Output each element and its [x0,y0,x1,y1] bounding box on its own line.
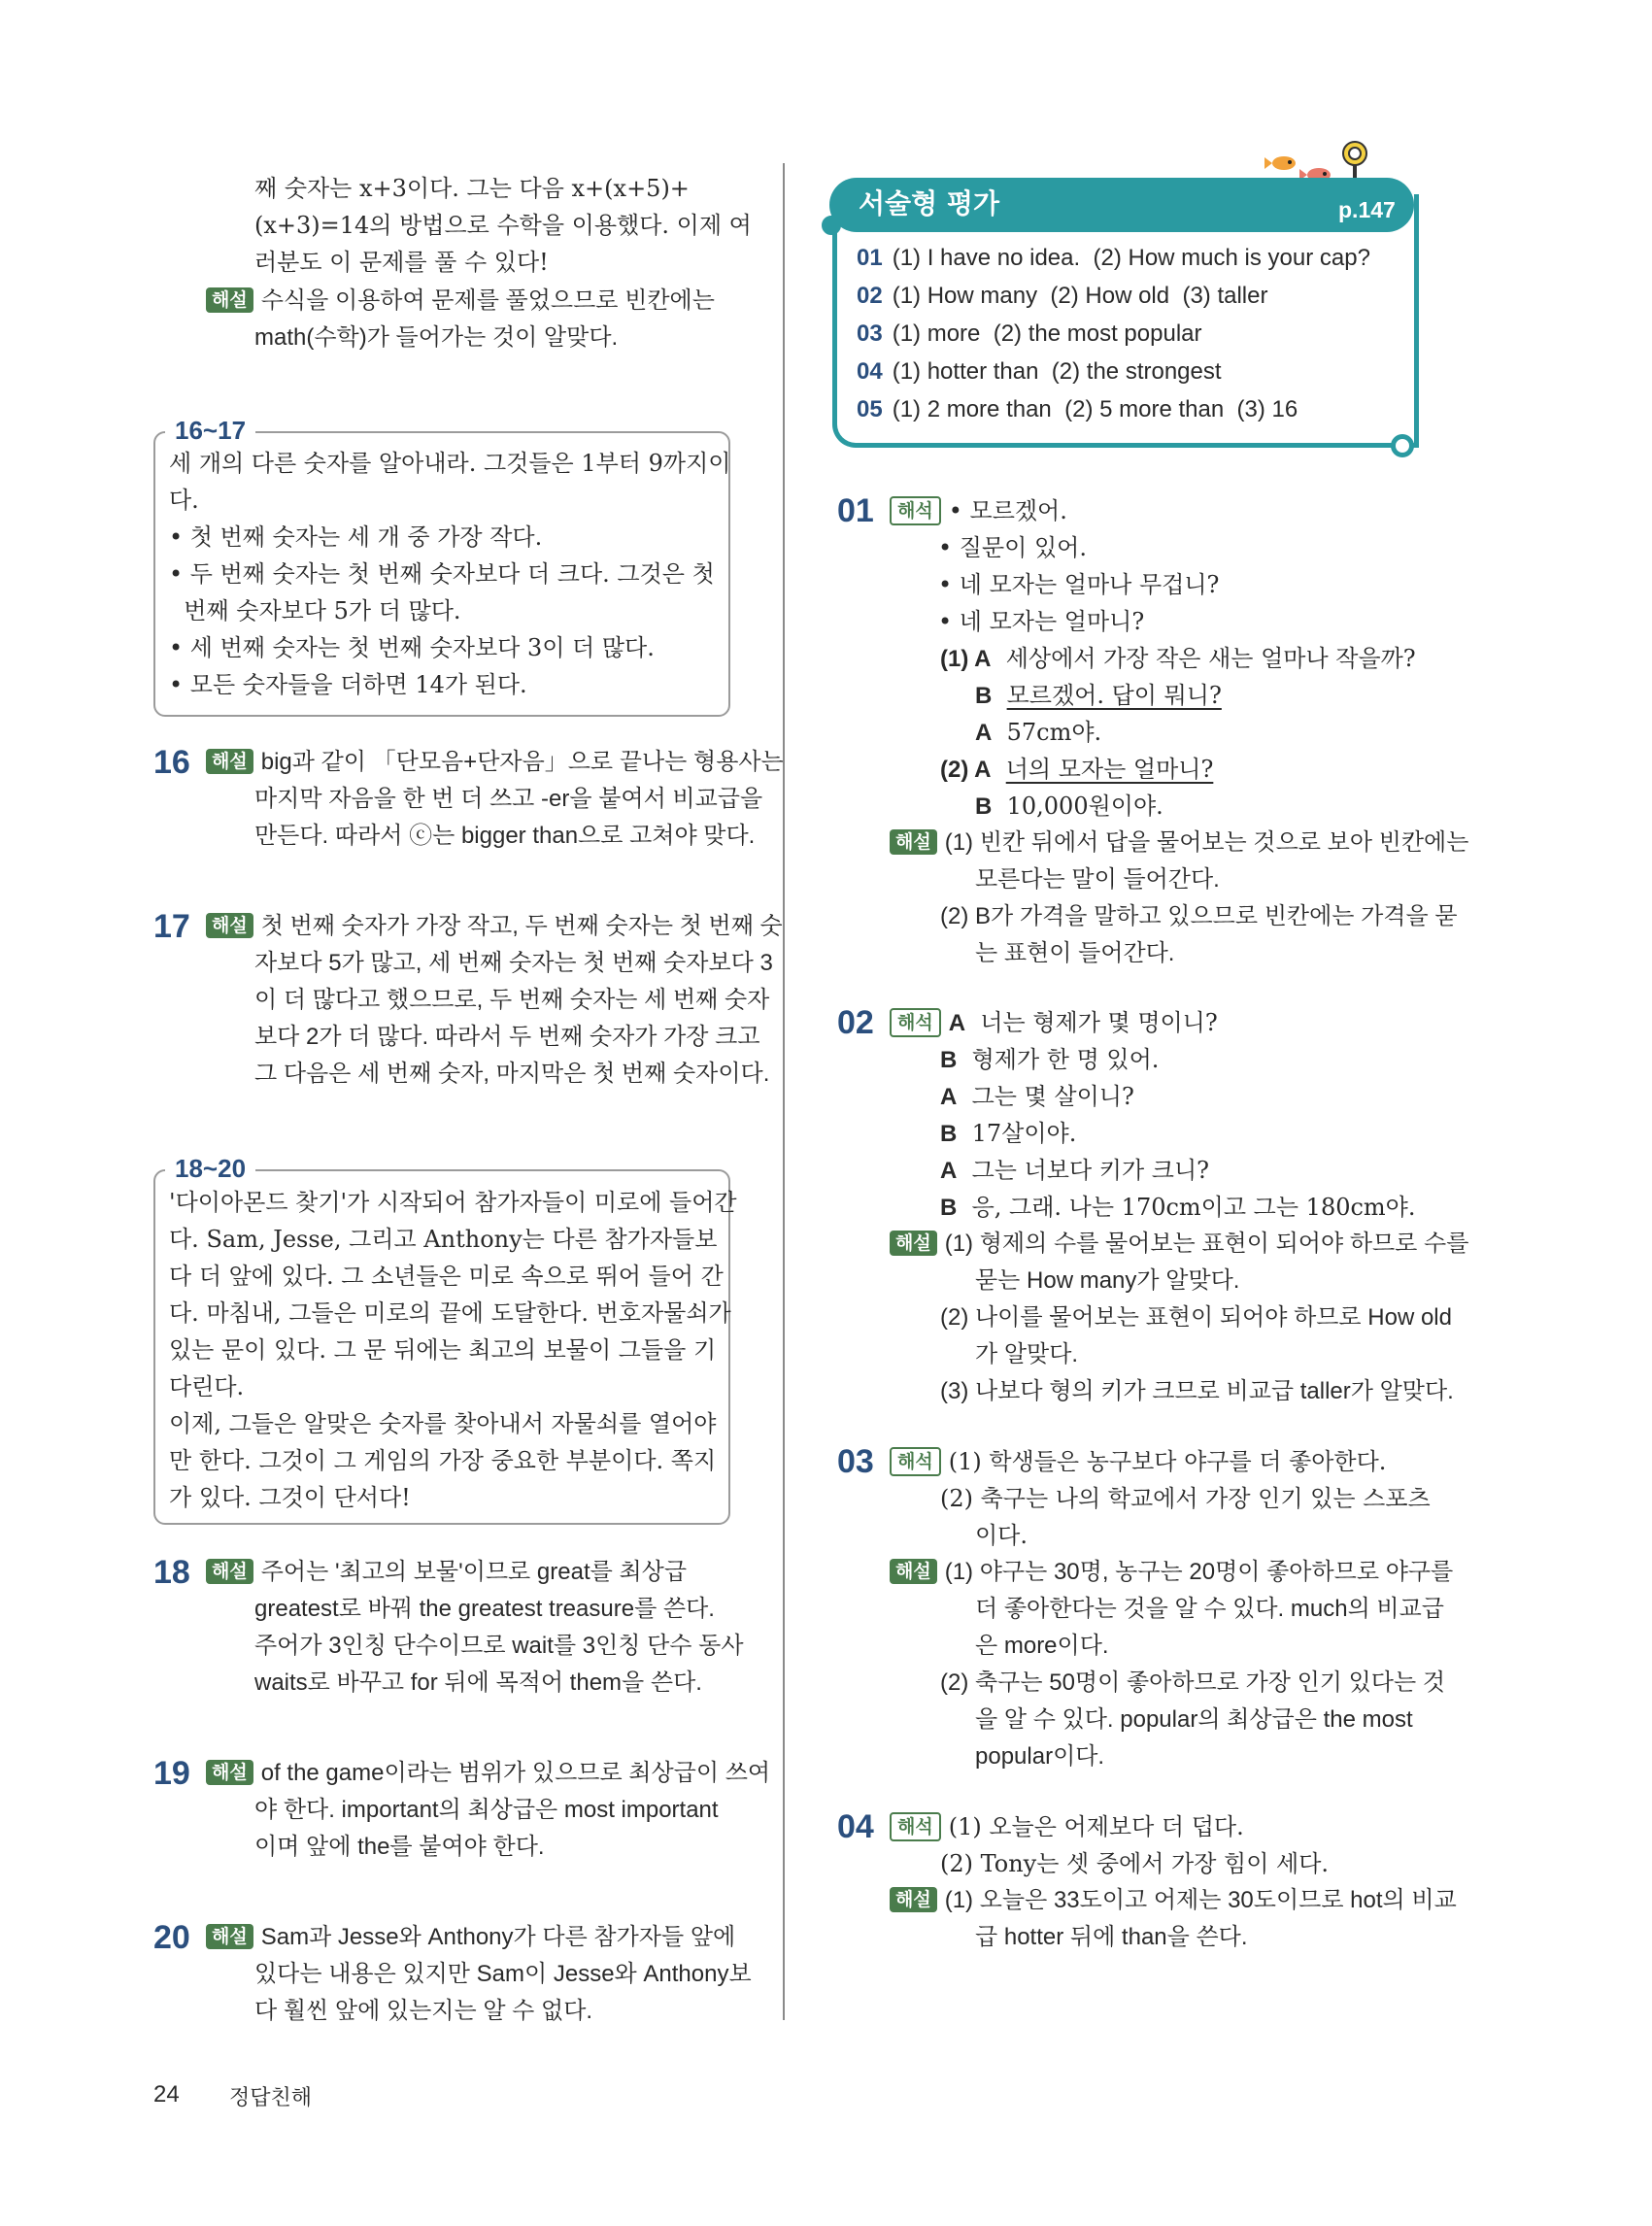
question-number: 04 [837,1808,874,1845]
column-divider [783,163,785,2020]
question-number: 20 [153,1919,190,1956]
explanation-badge: 해설 [890,1887,937,1912]
translation-badge: 해석 [890,1812,941,1841]
explanation-badge: 해설 [890,829,937,855]
passage-box-title: 18~20 [165,1154,255,1183]
answer-item: 01 (1) I have no idea. (2) How much is your cap? [857,245,1370,271]
question-number: 01 [837,492,874,529]
answer-item: 04 (1) hotter than (2) the strongest [857,358,1222,385]
passage-box-title: 16~17 [165,416,255,445]
explanation-badge: 해설 [206,749,253,774]
question-number: 16 [153,744,190,781]
question-number: 02 [837,1004,874,1041]
panel-end-dot-icon [1391,434,1414,457]
explanation-badge: 해설 [206,1559,253,1584]
explanation-badge: 해설 [890,1559,937,1584]
question-number: 18 [153,1554,190,1591]
panel-dot-icon [822,216,841,235]
answer-item: 03 (1) more (2) the most popular [857,320,1202,347]
answer-item: 02 (1) How many (2) How old (3) taller [857,283,1268,309]
translation-badge: 해석 [890,1447,941,1476]
explanation-badge: 해설 [206,1760,253,1785]
explanation-badge: 해설 [206,1924,253,1949]
translation-badge: 해석 [890,1008,941,1037]
explanation-badge: 해설 [206,287,253,313]
page-number: 24 [153,2081,180,2108]
explanation-badge: 해설 [890,1231,937,1256]
answer-page: 째 숫자는 x+3이다. 그는 다음 x+(x+5)+ (x+3)=14의 방법으로 수학을 이용했다. 이제 여 러분도 이 문제를 풀 수 있다! 해설 수식을 이용하여 문제를 풀었으므로 빈칸에는 math(수학)가 들어가는 것이 알맞다. 16~17 세 개의 다른 숫자를 알아내라. 그것들은 1부터 9까지이 다. • 첫 번째 숫자는 세 개 중 가장 작다. • 두 번째 숫자는 첫 번째 숫자보다 더 크다. 그것은 첫 번째 숫자보다 5가 더 많다. • 세 번째 숫자는 첫 번째 숫자보다 3이 더 많다. • 모든 숫자들을 더하면 14가 된다. 16 해설 big과 같이 「단모음+단자음」으로 끝나는 형용사는 마지막 자음을 한 번 더 쓰고 -er을 붙여서 비교급을 만든다. 따라서 ⓒ는 bigger than으로 고쳐야 맞다. 17 해설 첫 번째 숫자가 가장 작고, 두 번째 숫자는 첫 번째 숫 자보다 5가 많고, 세 번째 숫자는 첫 번째 숫자보다 3 이 더 많다고 했으므로, 두 번째 숫자는 세 번째 숫자 보다 2가 더 많다. 따라서 두 번째 숫자가 가장 크고 그 다음은 세 번째 숫자, 마지막은 첫 번째 숫자이다. 18~20 '다이아몬드 찾기'가 시작되어 참가자들이 미로에 들어간 다. Sam, Jesse, 그리고 Anthony는 다른 참가자들보 다 더 앞에 있다. 그 소년들은 미로 속으로 뛰어 들어 간 다. 마침내, 그들은 미로의 끝에 도달한다. 번호자물쇠가 있는 문이 있다. 그 문 뒤에는 최고의 보물이 그들을 기 다린다. 이제, 그들은 알맞은 숫자를 찾아내서 자물쇠를 열어야 만 한다. 그것이 그 게임의 가장 중요한 부분이다. 쪽지 가 있다. 그것이 단서다! 18 해설 주어는 '최고의 보물'이므로 great를 최상급 greatest로 바꿔 the greatest treasure를 쓴다. 주어가 3인칭 단수이므로 wait를 3인칭 단수 동사 waits로 바꾸고 for 뒤에 목적어 them을 쓴다. 19 해설 of the game이라는 범위가 있으므로 최상급이 쓰여 야 한다. important의 최상급은 most important 이며 앞에 the를 붙여야 한다. 20 해설 Sam과 Jesse와 Anthony가 다른 참가자들 앞에 있다는 내용은 있지만 Sam이 Jesse와 Anthony보 다 훨씬 앞에 있는지는 알 수 없다. 서술형 평가 p.147 01 (1) I have no idea. (2) How much is your cap? 02 (1) How many (2) How old (3) taller 03 (1) more (2) the most popular 04 (1) hotter than (2) the strongest 05 (1) 2 more than (2) 5 more than (3) 16 01 해석 • 모르겠어. • 질문이 있어. • 네 모자는 얼마나 무겁니? • 네 모자는 얼마니? (1) A 세상에서 가장 작은 새는 얼마나 작을까? B 모르겠어. 답이 뭐니? A 57cm야. (2) A 너의 모자는 얼마니? B 10,000원이야. 해설 (1) 빈칸 뒤에서 답을 물어보는 것으로 보아 빈칸에는 모른다는 말이 들어간다. (2) B가 가격을 말하고 있으므로 빈칸에는 가격을 묻 는 표현이 들어간다. 02 해석 A 너는 형제가 몇 명이니? B 형제가 한 명 있어. A 그는 몇 살이니? B 17살이야. A 그는 너보다 키가 크니? B 응, 그래. 나는 170cm이고 그는 180cm야. 해설 (1) 형제의 수를 물어보는 표현이 되어야 하므로 수를 묻는 How many가 알맞다. (2) 나이를 물어보는 표현이 되어야 하므로 How old 가 알맞다. (3) 나보다 형의 키가 크므로 비교급 taller가 알맞다. 03 해석 (1) 학생들은 농구보다 야구를 더 좋아한다. (2) 축구는 나의 학교에서 가장 인기 있는 스포츠 이다. 해설 (1) 야구는 30명, 농구는 20명이 좋아하므로 야구를 더 좋아한다는 것을 알 수 있다. much의 비교급 은 more이다. (2) 축구는 50명이 좋아하므로 가장 인기 있다는 것 을 알 수 있다. popular의 최상급은 the most popular이다. 04 해석 (1) 오늘은 어제보다 더 덥다. (2) Tony는 셋 중에서 가장 힘이 세다. 해설 (1) 오늘은 33도이고 어제는 30도이므로 hot의 비교 급 hotter 뒤에 than을 쓴다. 24 정답친해 [0,0,1652,2226]
book-title: 정답친해 [229,2086,313,2110]
explanation-badge: 해설 [206,913,253,938]
question-number: 19 [153,1755,190,1792]
panel-page-ref: p.147 [1338,197,1396,222]
question-number: 03 [837,1443,874,1480]
panel-title: 서술형 평가 [859,187,999,219]
translation-badge: 해석 [890,496,941,525]
answer-item: 05 (1) 2 more than (2) 5 more than (3) 16 [857,396,1298,422]
question-number: 17 [153,908,190,945]
